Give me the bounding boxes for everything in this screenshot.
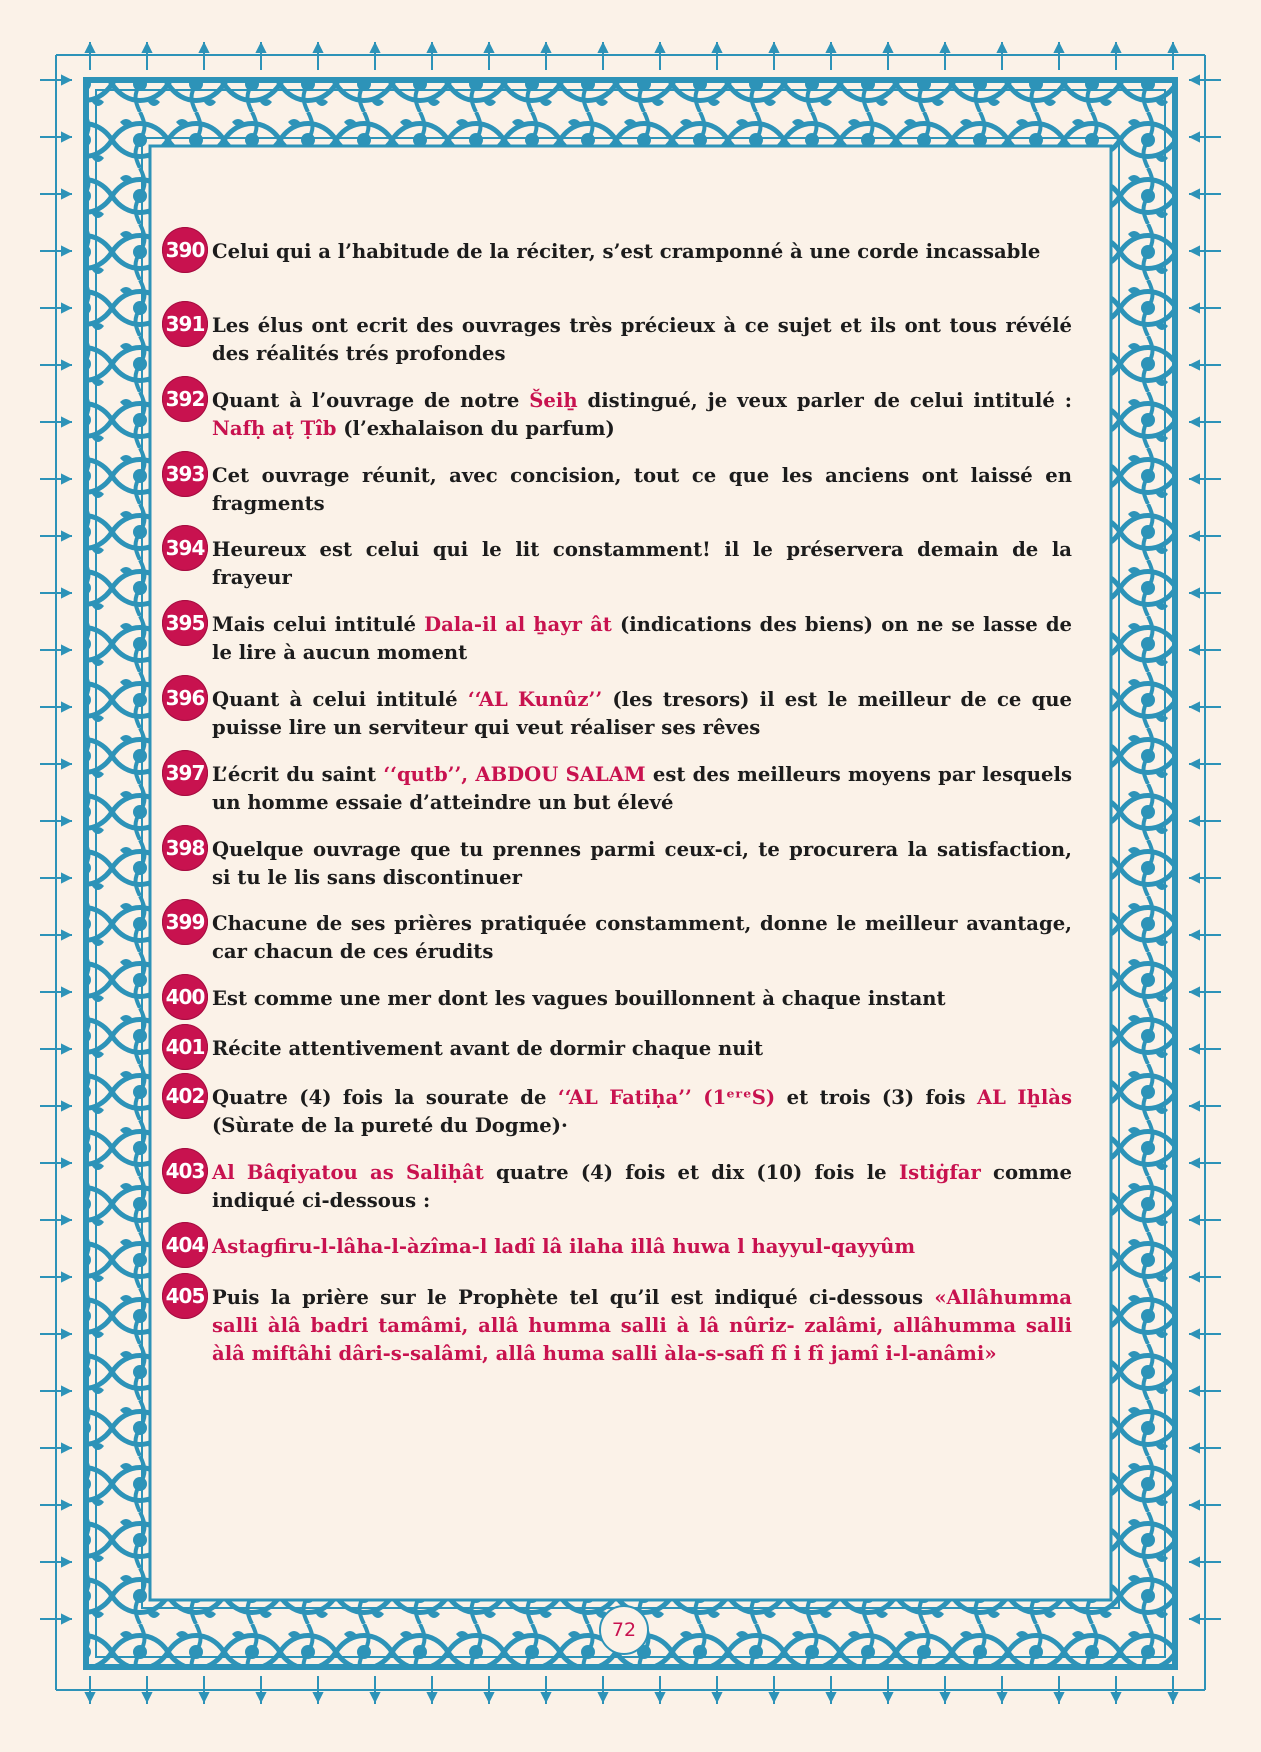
verse-item <box>162 312 1072 368</box>
verse-text <box>212 1284 1072 1368</box>
verse-number-badge: 396 <box>162 675 208 721</box>
verse-item <box>162 1233 1072 1268</box>
page-number: 72 <box>599 1605 649 1655</box>
verse-text-segment: Quelque ouvrage que tu prennes parmi ceux-ci, te procurera la satisfaction, si tu le lis sans discontinuer <box>212 838 1072 889</box>
verse-item <box>162 1084 1072 1140</box>
verse-number-badge: 395 <box>162 600 208 646</box>
verse-text <box>212 1035 1072 1063</box>
verse-item <box>162 1159 1072 1215</box>
verse-text-segment: Est comme une mer dont les vagues bouillonnent à chaque instant <box>212 987 946 1010</box>
highlighted-term: Nafḥ aṭ Ṭîb <box>212 417 337 440</box>
verse-item <box>162 462 1072 518</box>
verse-item <box>162 1284 1072 1368</box>
verse-text-segment: Quant à l’ouvrage de notre <box>212 389 530 412</box>
verse-text <box>212 238 1072 266</box>
verse-text <box>212 910 1072 966</box>
verse-text <box>212 836 1072 892</box>
verse-number-badge: 401 <box>162 1024 208 1070</box>
verse-text-segment: Les élus ont ecrit des ouvrages très précieux à ce sujet et ils ont tous révélé des réalités trés profondes <box>212 314 1072 365</box>
verse-text-segment: comme indiqué ci-dessous : <box>212 1161 1072 1212</box>
highlighted-term: Šeiẖ <box>529 389 578 412</box>
verse-text-segment: Récite attentivement avant de dormir chaque nuit <box>212 1037 764 1060</box>
verse-item <box>162 985 1072 1020</box>
verse-text <box>212 536 1072 592</box>
verse-number-badge: 391 <box>162 301 208 347</box>
verse-item <box>162 836 1072 892</box>
highlighted-term: Istiġfar <box>898 1161 981 1184</box>
verse-text-segment: est des meilleurs moyens par lesquels un homme essaie d’atteindre un but élevé <box>212 763 1072 814</box>
verse-text <box>212 985 1072 1013</box>
verse-text <box>212 686 1072 742</box>
verse-number-badge: 405 <box>162 1273 208 1319</box>
verse-text <box>212 462 1072 518</box>
highlighted-term: ‘‘qutb’’, ABDOU SALAM <box>383 763 646 786</box>
verse-text-segment: Cet ouvrage réunit, avec concision, tout ce que les anciens ont laissé en fragments <box>212 464 1072 515</box>
verse-text-segment: (l’exhalaison du parfum) <box>336 417 615 440</box>
verse-number-badge: 394 <box>162 525 208 571</box>
verse-item <box>162 910 1072 966</box>
highlighted-term: Al Bâqiyatou as Saliḥât <box>212 1161 484 1184</box>
verse-number-badge: 403 <box>162 1148 208 1194</box>
verse-text <box>212 1084 1072 1140</box>
verse-number-badge: 404 <box>162 1222 208 1268</box>
verse-text-segment: Puis la prière sur le Prophète tel qu’il est indiqué ci-dessous <box>212 1286 935 1309</box>
verse-text-segment: Mais celui intitulé <box>212 613 425 636</box>
verse-item <box>162 686 1072 742</box>
verse-text-segment: quatre (4) fois et dix (10) fois le <box>483 1161 899 1184</box>
highlighted-term: Astagfiru-l-lâha-l-àzîma-l ladî lâ ilaha illâ huwa l hayyul-qayyûm <box>212 1235 916 1258</box>
verse-item <box>162 387 1072 443</box>
verse-text-segment: Heureux est celui qui le lit constamment! il le préservera demain de la frayeur <box>212 538 1072 589</box>
verse-text-segment: (les tresors) il est le meilleur de ce que puisse lire un serviteur qui veut réaliser ses rêves <box>212 688 1072 739</box>
verse-text <box>212 761 1072 817</box>
verse-number-badge: 390 <box>162 227 208 273</box>
verse-text-segment: Quatre (4) fois la sourate de <box>212 1086 558 1109</box>
highlighted-term: «Allâhumma salli àlâ badri tamâmi, allâ humma salli à lâ nûriz- zalâmi, allâhumma salli àlâ miftâhi dâri-s-salâmi, allâ huma salli àla-s-safî fî i fî jamî i-l-anâmi» <box>212 1286 1072 1365</box>
highlighted-term: Dala-il al ẖayr ât <box>424 613 612 636</box>
verse-text <box>212 1233 1072 1261</box>
verse-number-badge: 400 <box>162 974 208 1020</box>
verse-text-segment: Quant à celui intitulé <box>212 688 468 711</box>
highlighted-term: ‘‘AL Kunûz’’ <box>467 688 603 711</box>
verse-text-segment: Chacune de ses prières pratiquée constamment, donne le meilleur avantage, car chacun de ces érudits <box>212 912 1072 963</box>
highlighted-term: ‘‘AL Fatiḥa’’ (1ᵉʳᵉS) <box>557 1086 776 1109</box>
verse-number-badge: 398 <box>162 825 208 871</box>
verse-text-segment: et trois (3) fois <box>775 1086 977 1109</box>
verse-item <box>162 238 1072 273</box>
verse-number-badge: 402 <box>162 1073 208 1119</box>
verse-number-badge: 392 <box>162 376 208 422</box>
verse-number-badge: 393 <box>162 451 208 497</box>
verse-text-segment: distingué, je veux parler de celui intitulé : <box>577 389 1072 412</box>
verse-text-segment: Celui qui a l’habitude de la réciter, s’est cramponné à une corde incassable <box>212 240 1041 263</box>
verse-item <box>162 536 1072 592</box>
verse-text <box>212 387 1072 443</box>
verse-number-badge: 397 <box>162 750 208 796</box>
verse-text <box>212 611 1072 667</box>
verse-item <box>162 611 1072 667</box>
verse-text-segment: (indications des biens) on ne se lasse de le lire à aucun moment <box>212 613 1072 664</box>
verse-text-segment: L’écrit du saint <box>212 763 384 786</box>
verse-number-badge: 399 <box>162 899 208 945</box>
verse-text-segment: (Sùrate de la pureté du Dogme)· <box>212 1114 568 1137</box>
highlighted-term: AL Iẖlàs <box>976 1086 1072 1109</box>
verse-text <box>212 1159 1072 1215</box>
verse-item <box>162 761 1072 817</box>
verse-item <box>162 1035 1072 1070</box>
verse-text <box>212 312 1072 368</box>
